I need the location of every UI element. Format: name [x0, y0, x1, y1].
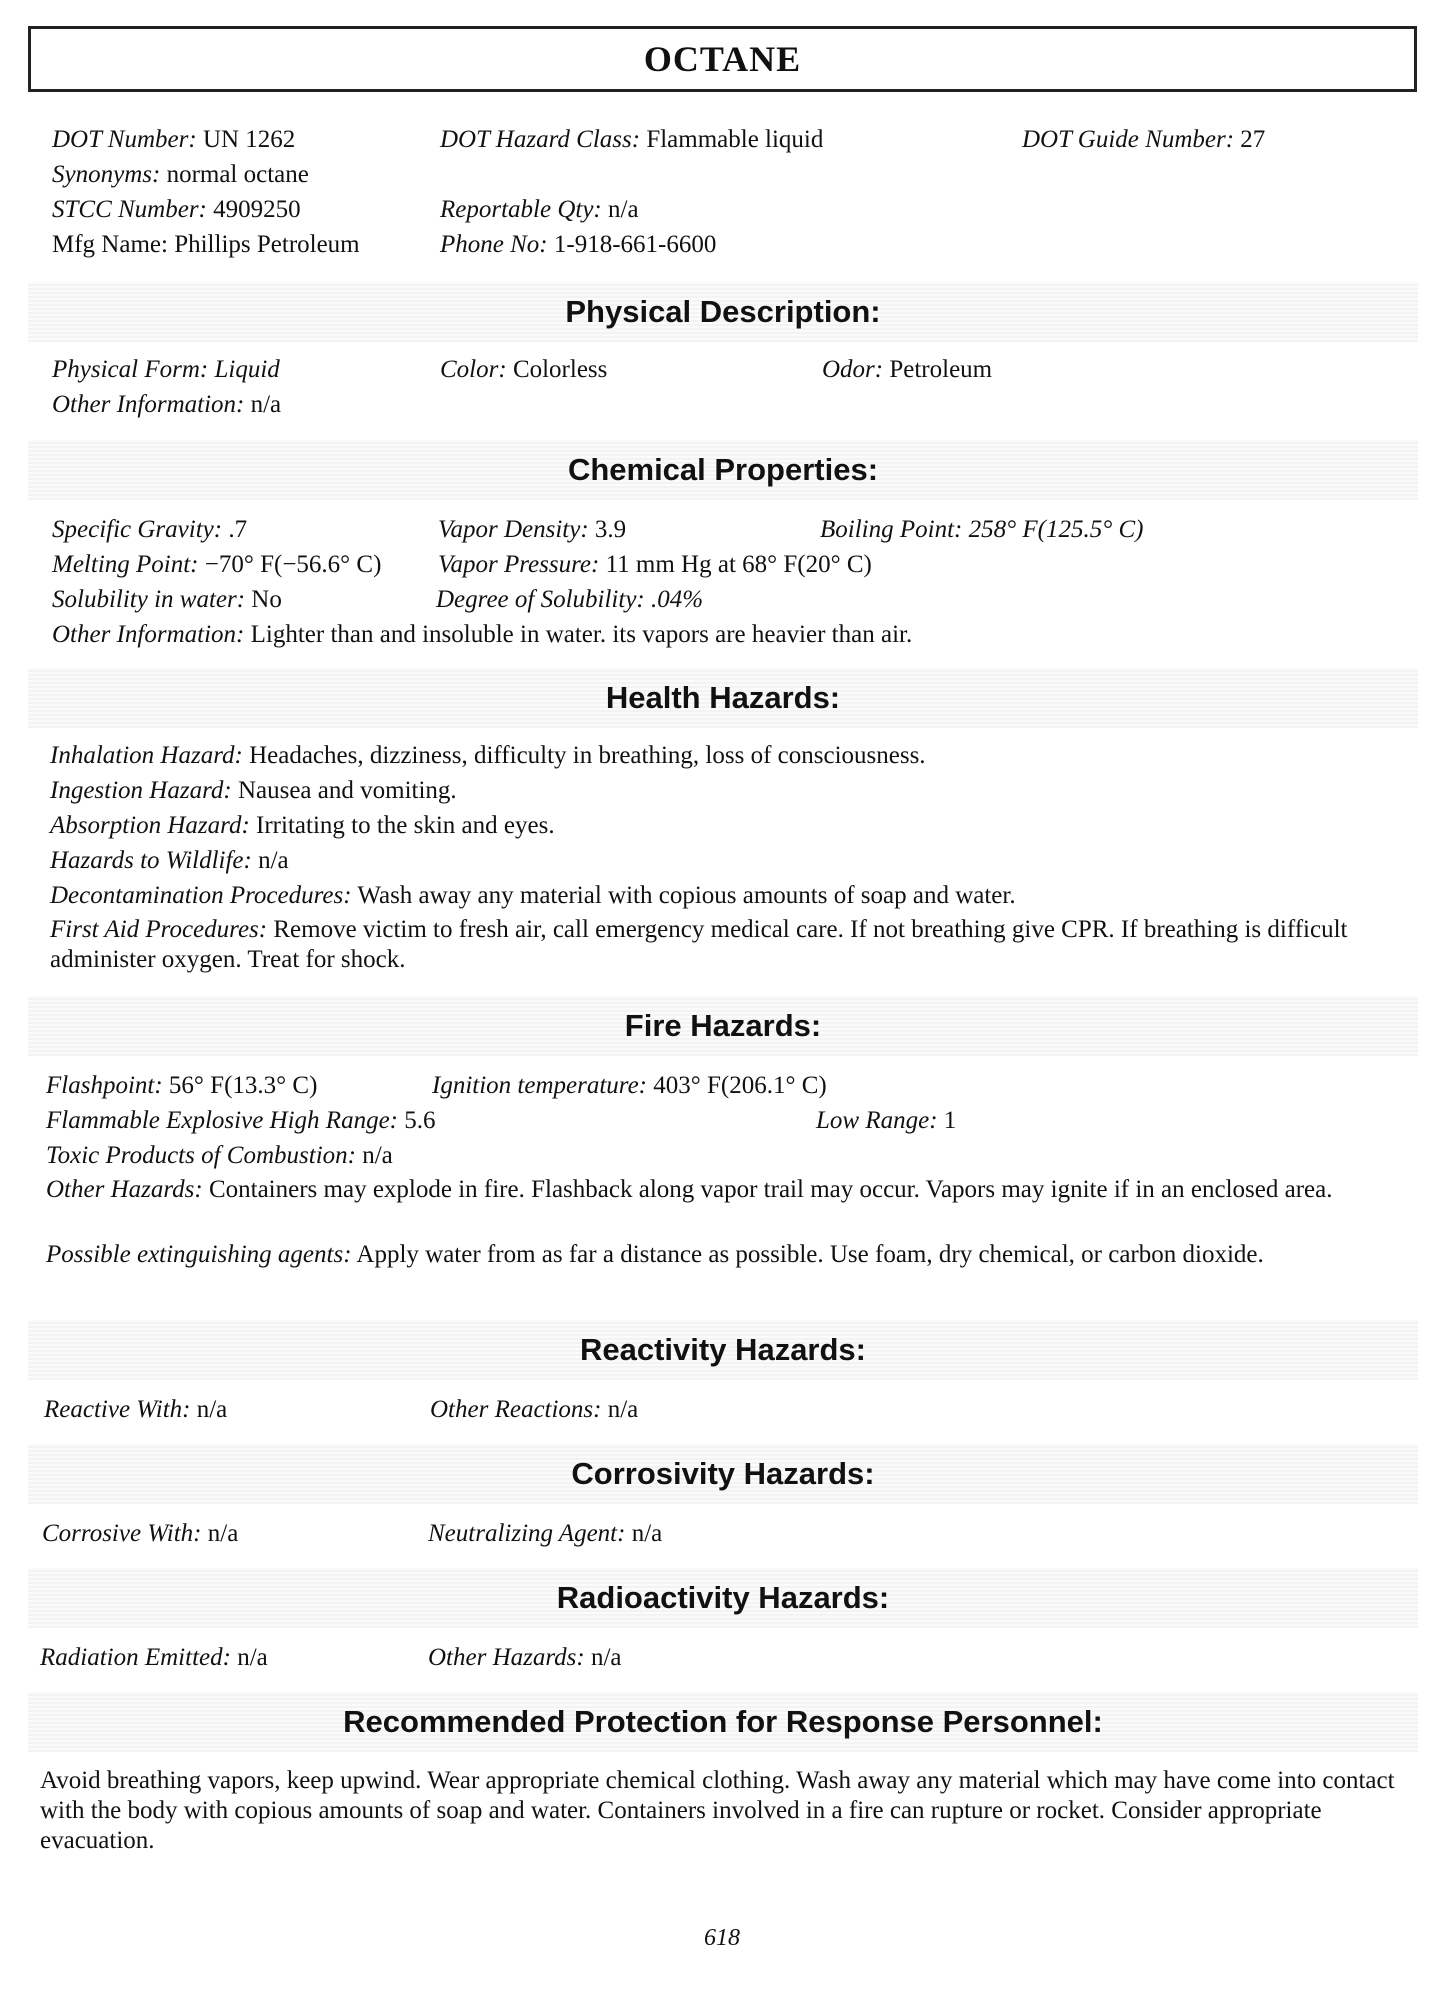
vapor-density: Vapor Density: 3.9 [438, 516, 627, 543]
dot-number: DOT Number: UN 1262 [52, 126, 296, 153]
section-heading-corrosivity: Corrosivity Hazards: [571, 1456, 875, 1491]
chemical-other-information: Other Information: Lighter than and insoluble in water. its vapors are heavier than air. [52, 621, 913, 648]
flammable-explosive-high-range: Flammable Explosive High Range: 5.6 [46, 1107, 436, 1134]
melting-point: Melting Point: −70° F(−56.6° C) [52, 551, 382, 578]
reactive-with: Reactive With: n/a [44, 1396, 228, 1423]
other-reactions: Other Reactions: n/a [430, 1396, 639, 1423]
odor: Odor: Petroleum [822, 356, 993, 383]
absorption-hazard: Absorption Hazard: Irritating to the skin and eyes. [50, 812, 555, 839]
first-aid-procedures: First Aid Procedures: Remove victim to fresh air, call emergency medical care. If not breathing give CPR. If breathing is difficult administer oxygen. Treat for shock. [50, 916, 1348, 973]
synonyms: Synonyms: normal octane [52, 161, 309, 188]
title-box [28, 26, 1417, 92]
hazards-to-wildlife: Hazards to Wildlife: n/a [50, 847, 289, 874]
low-range: Low Range: 1 [816, 1107, 957, 1134]
phone-no: Phone No: 1-918-661-6600 [440, 231, 717, 258]
section-heading-protection: Recommended Protection for Response Personnel: [343, 1704, 1103, 1739]
specific-gravity: Specific Gravity: .7 [52, 516, 248, 543]
toxic-products-of-combustion: Toxic Products of Combustion: n/a [46, 1142, 393, 1169]
section-heading-fire: Fire Hazards: [624, 1008, 822, 1043]
decontamination-procedures: Decontamination Procedures: Wash away any material with copious amounts of soap and water. [50, 882, 1016, 909]
radioactivity-other-hazards: Other Hazards: n/a [428, 1644, 622, 1671]
ingestion-hazard: Ingestion Hazard: Nausea and vomiting. [50, 777, 457, 804]
boiling-point: Boiling Point: 258° F(125.5° C) [820, 516, 1144, 543]
radiation-emitted: Radiation Emitted: n/a [40, 1644, 268, 1671]
ignition-temperature: Ignition temperature: 403° F(206.1° C) [432, 1072, 827, 1099]
color: Color: Colorless [440, 356, 608, 383]
degree-of-solubility: Degree of Solubility: .04% [436, 586, 704, 613]
section-heading-health: Health Hazards: [605, 680, 841, 715]
physical-form: Physical Form: Liquid [52, 356, 280, 383]
dot-hazard-class: DOT Hazard Class: Flammable liquid [440, 126, 824, 153]
inhalation-hazard: Inhalation Hazard: Headaches, dizziness, difficulty in breathing, loss of consciousness. [50, 742, 926, 769]
corrosive-with: Corrosive With: n/a [42, 1520, 239, 1547]
neutralizing-agent: Neutralizing Agent: n/a [428, 1520, 663, 1547]
stcc-number: STCC Number: 4909250 [52, 196, 301, 223]
vapor-pressure: Vapor Pressure: 11 mm Hg at 68° F(20° C) [438, 551, 872, 578]
mfg-name: Mfg Name: Phillips Petroleum [52, 231, 360, 258]
reportable-qty: Reportable Qty: n/a [440, 196, 639, 223]
section-heading-reactivity: Reactivity Hazards: [579, 1332, 866, 1367]
section-heading-radioactivity: Radioactivity Hazards: [556, 1580, 890, 1615]
possible-extinguishing-agents: Possible extinguishing agents: Apply water from as far a distance as possible. Use foam, dry chemical, or carbon dioxide. [46, 1241, 1264, 1268]
section-heading-chemical: Chemical Properties: [567, 452, 879, 487]
page-number: 618 [704, 1925, 740, 1951]
fire-other-hazards: Other Hazards: Containers may explode in fire. Flashback along vapor trail may occur. Vapors may ignite if in an enclosed area. [46, 1176, 1333, 1203]
page-title: OCTANE [643, 39, 802, 79]
dot-guide-number: DOT Guide Number: 27 [1022, 126, 1266, 153]
solubility-in-water: Solubility in water: No [52, 586, 282, 613]
section-heading-physical: Physical Description: [565, 294, 881, 329]
protection-text: Avoid breathing vapors, keep upwind. Wear appropriate chemical clothing. Wash away any material which may have come into contact with the body with copious amounts of soap and water. Containers involved in a fire can rupture or rocket. Consider appropriate evacuation. [40, 1767, 1395, 1854]
physical-other-information: Other Information: n/a [52, 391, 282, 418]
flashpoint: Flashpoint: 56° F(13.3° C) [46, 1072, 318, 1099]
